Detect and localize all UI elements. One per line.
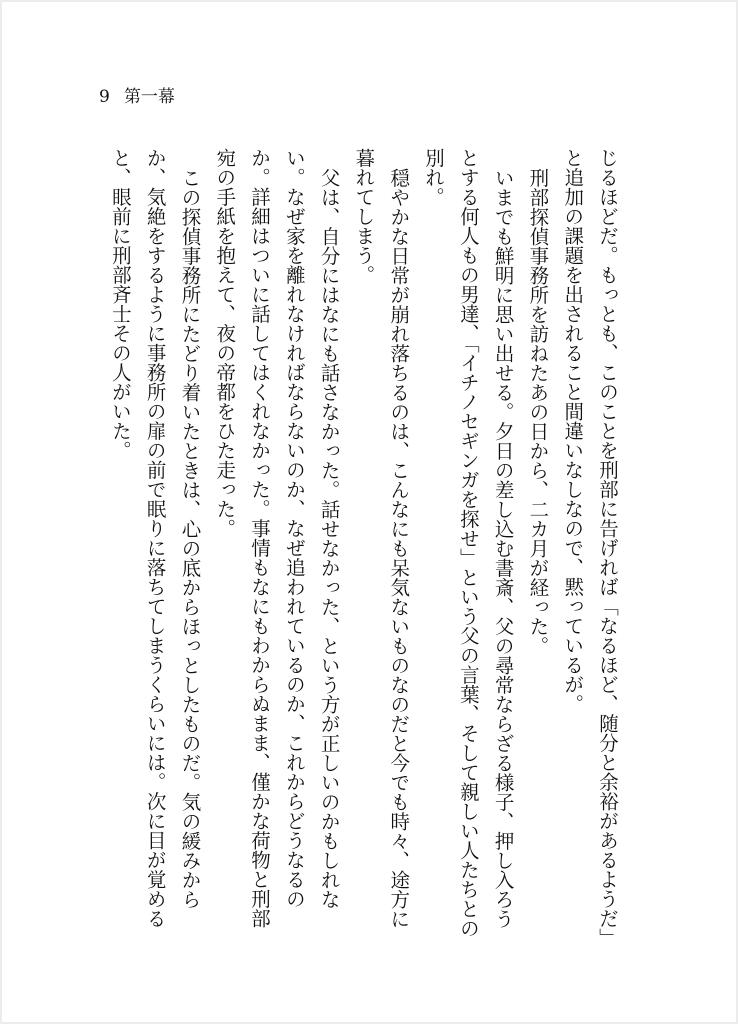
paragraph: 父は、自分にはなにも話さなかった。話せなかった、という方が正しいのかもしれない。なぜ家を離れなければならないのか、なぜ追われているのか、これからどうなるのか。詳細はついに話してはくれなかった。事情もなにもわからぬまま、僅かな荷物と刑部宛の手紙を抱えて、夜の帝都をひた走った。 [213, 148, 341, 928]
paragraph: いまでも鮮明に思い出せる。夕日の差し込む書斎、父の尋常ならざる様子、押し入ろうとする何人もの男達、「イチノセギンガを探せ」という父の言葉、そして親しい人たちとの別れ。 [422, 148, 515, 938]
book-page [2, 2, 736, 1022]
paragraph: じるほどだ。もっとも、このことを刑部に告げれば「なるほど、随分と余裕があるようだ」と追加の課題を出されること間違いなしなので、黙っているが。 [561, 148, 619, 938]
page-number: 9 [99, 87, 110, 107]
body-text [94, 148, 624, 938]
paragraph: この探偵事務所にたどり着いたときは、心の底からほっとしたものだ。気の緩みからか、気絶をするように事務所の扉の前で眠りに落ちてしまうくらいには。次に目が覚めると、眼前に刑部斉士その人がいた。 [108, 148, 202, 928]
chapter-title: 第一幕 [123, 87, 175, 107]
paragraph: 刑部探偵事務所を訪ねたあの日から、二カ月が経った。 [526, 167, 550, 655]
paragraph: 穏やかな日常が崩れ落ちるのは、こんなにも呆気ないものなのだと今でも時々、途方に暮れてしまう。 [352, 148, 411, 928]
running-header [99, 82, 175, 107]
